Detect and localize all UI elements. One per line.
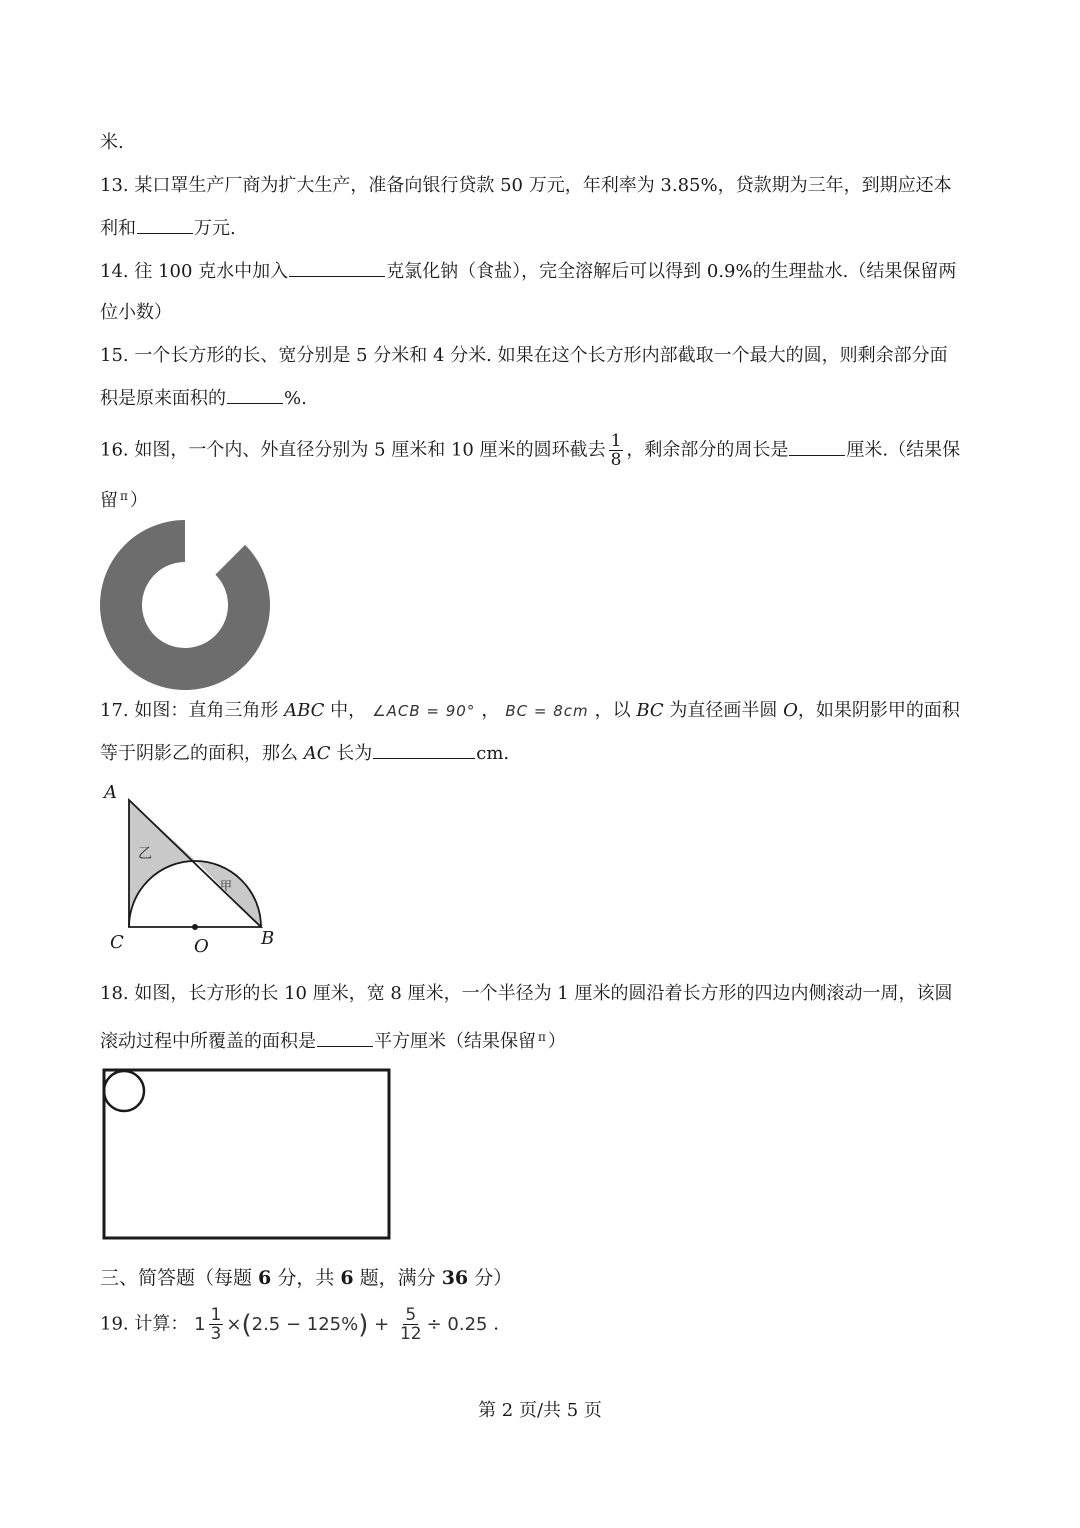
page-footer: 第 2 页/共 5 页 [478,1400,602,1421]
q17-triangle-figure [100,778,290,958]
q15-line1: 15. 一个长方形的长、宽分别是 5 分米和 4 分米. 如果在这个长方形内部截取一个最大的圆，则剩余部分面 [100,345,948,366]
label-c: C [110,932,124,953]
q17-line2: 等于阴影乙的面积，那么 AC 长为 cm. [100,740,509,768]
q14-line2: 位小数） [100,302,172,323]
q19-expression: 1 $\frac{1}{3}$ ×(2.5 − 125%) + $\frac{5}{12}$ ÷ 0.25 [194,1305,488,1344]
label-o: O [194,936,209,957]
q18-line2: 滚动过程中所覆盖的面积是 平方厘米（结果保留 $^\pi$ ） [100,1030,566,1052]
q18-line1: 18. 如图，长方形的长 10 厘米，宽 8 厘米，一个半径为 1 厘米的圆沿着长方形的四边内侧滚动一周，该圆 [100,983,953,1004]
q15-answer-blank[interactable] [227,385,283,404]
q16-ring-figure [95,515,275,695]
q14-line1: 14. 往 100 克水中加入 克氯化钠（食盐），完全溶解后可以得到 0.9%的生理盐水.（结果保留两 [100,258,956,286]
q16-answer-blank[interactable] [789,437,845,456]
shade-yi [129,800,197,927]
q13-line1: 13. 某口罩生产厂商为扩大生产，准备向银行贷款 50 万元，年利率为 3.85%，贷款期为三年，到期应还本 [100,175,952,196]
center-point-o [192,924,198,930]
q18-answer-blank[interactable] [317,1028,373,1047]
q13-line2: 利和 万元. [100,215,236,243]
q16-fraction: $\frac{1}{8}$ [610,431,622,470]
q16-line2: 留 $^\pi$ ） [100,489,148,511]
q17-line1: 17. 如图：直角三角形 ABC 中， ∠ACB = 90° ， BC = 8cm ，以 BC 为直径画半圆 O，如果阴影甲的面积 [100,700,960,721]
label-a: A [104,782,117,803]
rolling-circle [104,1071,144,1111]
label-b: B [261,928,275,949]
q12-tail: 米. [100,132,124,153]
ring-shape [100,520,270,690]
label-yi: 乙 [138,846,152,862]
q17-answer-blank[interactable] [373,740,475,759]
q13-answer-blank[interactable] [137,215,193,234]
rectangle [104,1070,389,1238]
q19-line: 19. 计算： 1 $\frac{1}{3}$ ×(2.5 − 125%) + $\frac{5}{12}$ ÷ 0.25 . [100,1305,499,1344]
q16-line1: 16. 如图，一个内、外直径分别为 5 厘米和 10 厘米的圆环截去 $\frac{1}{8}$ ，剩余部分的周长是 厘米.（结果保 [100,431,961,470]
label-jia: 甲 [220,879,233,893]
q15-line2: 积是原来面积的 %. [100,385,307,413]
q18-rectangle-figure [100,1066,394,1242]
q14-answer-blank[interactable] [289,258,385,277]
section-3-heading: 三、简答题（每题 6 分，共 6 题，满分 36 分） [100,1267,513,1289]
